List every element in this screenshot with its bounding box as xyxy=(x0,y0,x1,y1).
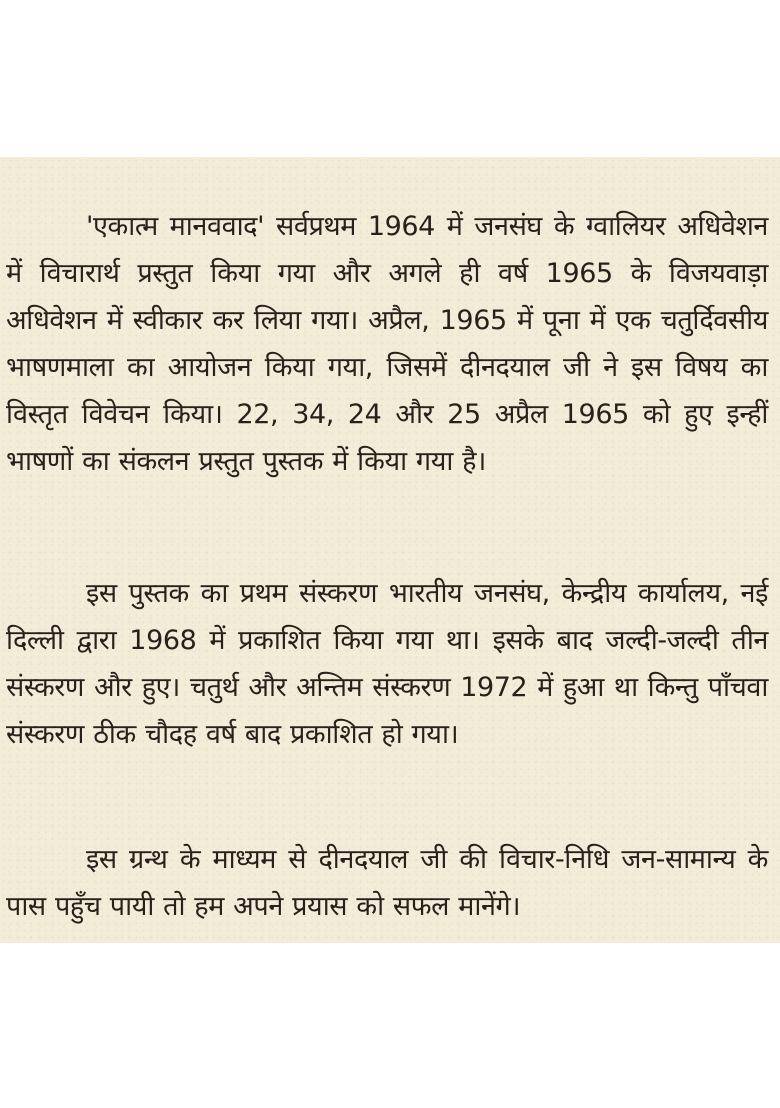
paragraph-2: इस पुस्तक का प्रथम संस्करण भारतीय जनसंघ, केन्द्रीय कार्यालय, नई दिल्ली द्वारा 1968 में प्रकाशित किया गया था। इसके बाद जल्दी-जल्दी तीन संस्करण और हुए। चतुर्थ और अन्तिम संस्करण 1972 में हुआ था किन्तु पाँचवा संस्करण ठीक चौदह वर्ष बाद प्रकाशित हो गया। xyxy=(6,578,768,750)
paragraph-3: इस ग्रन्थ के माध्यम से दीनदयाल जी की विचार-निधि जन-सामान्य के पास पहुँच पायी तो हम अपने प्रयास को सफल मानेंगे। xyxy=(6,844,768,922)
paragraph-1: 'एकात्म मानववाद' सर्वप्रथम 1964 में जनसंघ के ग्वालियर अधिवेशन में विचारार्थ प्रस्तुत किया गया और अगले ही वर्ष 1965 के विजयवाड़ा अधिवेशन में स्वीकार कर लिया गया। अप्रैल, 1965 में पूना में एक चतुर्दिवसीय भाषणमाला का आयोजन किया गया, जिसमें दीनदयाल जी ने इस विषय का विस्तृत विवेचन किया। 22, 34, 24 और 25 अप्रैल 1965 को हुए इन्हीं भाषणों का संकलन प्रस्तुत पुस्तक में किया गया है। xyxy=(6,211,768,477)
